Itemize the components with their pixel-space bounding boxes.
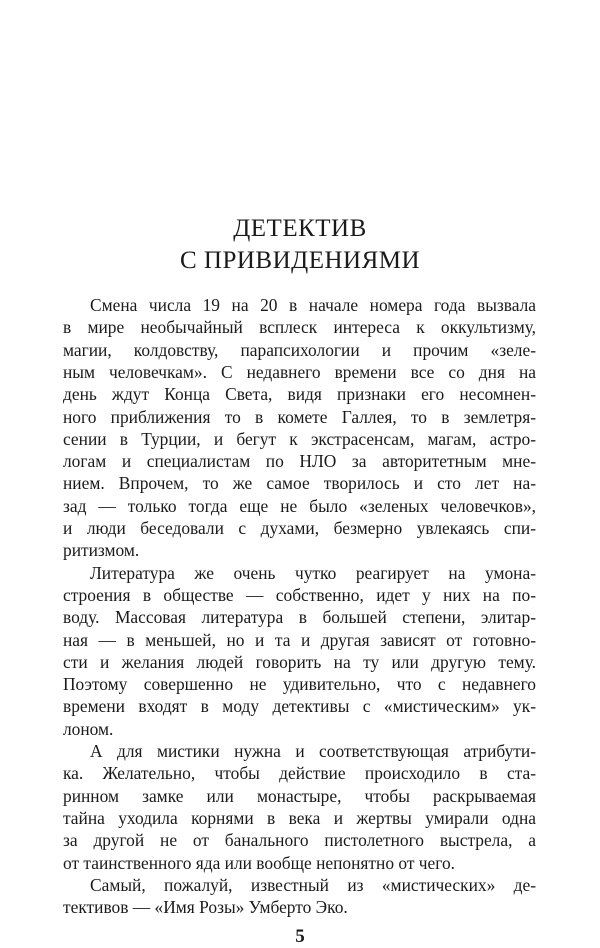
page-number: 5 (295, 926, 305, 948)
text-line: Поэтому совершенно не удивительно, что с недавнего (63, 674, 536, 695)
text-line: Литература же очень чутко реагирует на умона- (90, 562, 536, 583)
text-line: сти и желания людей говорить на ту или другую тему. (63, 651, 536, 672)
text-line: тективов — «Имя Розы» Умберто Эко. (63, 897, 348, 918)
text-line: день ждут Конца Света, видя признаки его несомнен- (63, 384, 536, 405)
text-line: строения в обществе — собственно, идет у них на по- (63, 584, 536, 605)
text-line: зад — только тогда еще не было «зеленых человечков», (63, 495, 536, 516)
text-line: ного приближения то в комете Галлея, то в землетря- (63, 406, 536, 427)
chapter-title-line-1: ДЕТЕКТИВ (233, 215, 367, 242)
text-line: ка. Желательно, чтобы действие происходило в ста- (63, 763, 536, 784)
text-line: ным человечкам». С недавнего времени все со дня на (63, 361, 536, 382)
text-line: времени входят в моду детективы с «мистическим» ук- (63, 696, 536, 717)
text-line: воду. Массовая литература в большей степени, элитар- (63, 607, 536, 628)
text-line: в мире необычайный всплеск интереса к оккультизму, (63, 317, 536, 338)
text-line: ная — в меньшей, но и та и другая зависят от готовно- (63, 629, 536, 650)
text-line: логам и специалистам по НЛО за авторитетным мне- (63, 451, 536, 472)
text-line: от таинственного яда или вообще непонятно от чего. (63, 852, 456, 873)
text-line: ритизмом. (63, 540, 140, 561)
text-line: сении в Турции, и бегут к экстрасенсам, магам, астро- (63, 428, 536, 449)
chapter-title-line-2: С ПРИВИДЕНИЯМИ (179, 247, 421, 274)
text-line: магии, колдовству, парапсихологии и прочим «зеле- (63, 339, 536, 360)
text-line: А для мистики нужна и соответствующая атрибути- (90, 741, 536, 761)
text-line: за другой не от банального пистолетного выстрела, а (63, 830, 536, 851)
text-line: Самый, пожалуй, известный из «мистических» де- (90, 874, 536, 895)
text-line: Смена числа 19 на 20 в начале номера года вызвала (90, 295, 536, 315)
text-line: нием. Впрочем, то же самое творилось и сто лет на- (63, 473, 536, 494)
text-line: тайна уходила корнями в века и жертвы умирали одна (63, 807, 536, 828)
text-line: и люди беседовали с духами, безмерно увлекаясь спи- (63, 518, 536, 538)
text-line: лоном. (63, 718, 114, 739)
text-line: ринном замке или монастыре, чтобы раскрываемая (63, 785, 536, 806)
